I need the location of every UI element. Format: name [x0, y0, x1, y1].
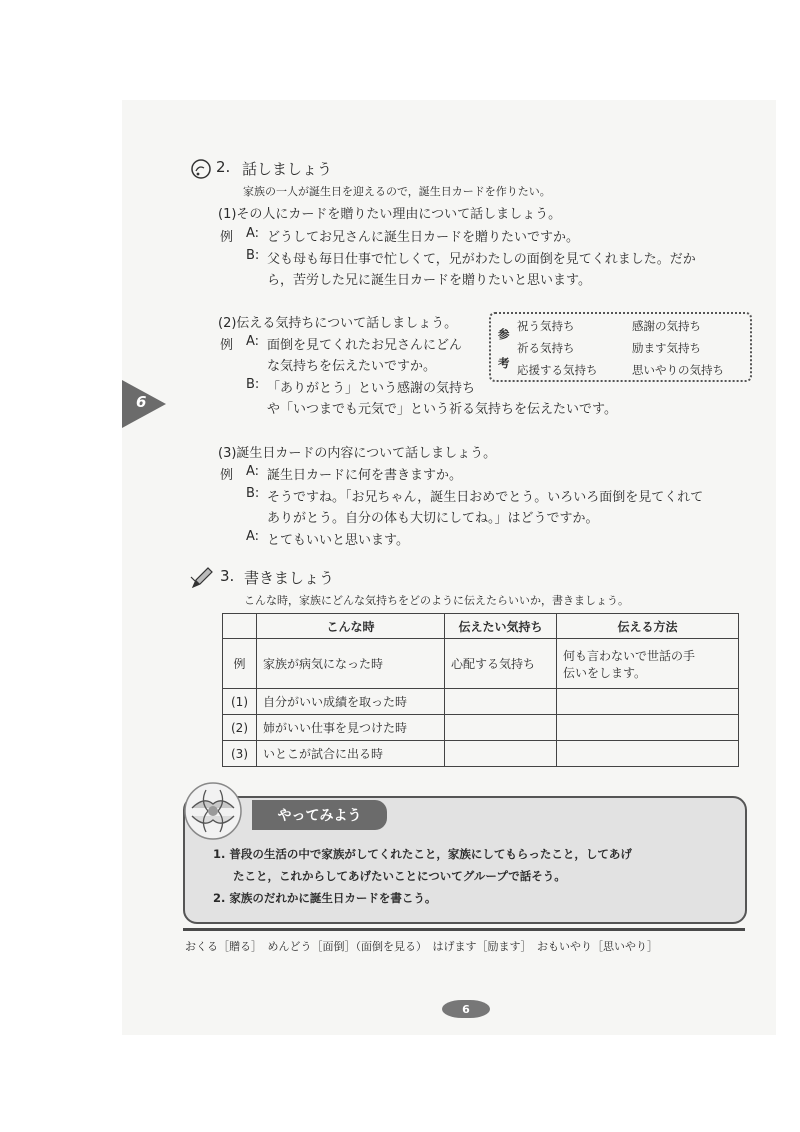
- feeling-cell[interactable]: [445, 741, 557, 767]
- table-header-cell: 伝えたい気持ち: [445, 614, 557, 639]
- section2-intro: 家族の一人が誕生日を迎えるので，誕生日カードを作りたい。: [243, 185, 551, 198]
- reference-item: 思いやりの気持ち: [632, 363, 724, 377]
- table-header-cell: 伝える方法: [557, 614, 739, 639]
- reference-label-top: 参: [498, 327, 510, 341]
- reference-item: 祝う気持ち: [517, 319, 575, 333]
- method-cell: [557, 639, 739, 689]
- speech-icon: [190, 158, 214, 180]
- feelings-table: [222, 613, 739, 767]
- situation-cell: いとこが試合に出る時: [257, 741, 445, 767]
- try-it-item2: 2. 家族のだれかに誕生日カードを書こう。: [213, 891, 437, 905]
- q1-a-tag: A:: [246, 226, 260, 241]
- divider-line: [183, 928, 745, 931]
- vocabulary-line: おくる［贈る］ めんどう［面倒］（面倒を見る） はげます［励ます］ おもいやり［思いやり］: [185, 940, 658, 953]
- feeling-cell: 心配する気持ち: [445, 639, 557, 689]
- reference-item: 感謝の気持ち: [632, 319, 701, 333]
- joined-hands-icon: [180, 778, 246, 844]
- reference-label-bottom: 考: [498, 356, 510, 370]
- q1-b-line1: 父も母も毎日仕事で忙しくて，兄がわたしの面倒を見てくれました。だか: [267, 252, 696, 267]
- method-cell[interactable]: [557, 741, 739, 767]
- q1-b-tag: B:: [246, 248, 260, 263]
- q2-b-tag: B:: [246, 377, 260, 392]
- q2-example-mark: 例: [220, 338, 234, 353]
- q1-label: (1)その人にカードを贈りたい理由について話しましょう。: [218, 207, 562, 222]
- table-row: [223, 715, 739, 741]
- q2-a-tag: A:: [246, 334, 260, 349]
- q2-a-line1: 面倒を見てくれたお兄さんにどん: [267, 338, 463, 353]
- q3-label: (3)誕生日カードの内容について話しましょう。: [218, 446, 497, 461]
- q3-b-line1: そうですね。「お兄ちゃん，誕生日おめでとう。いろいろ面倒を見てくれて: [267, 490, 704, 505]
- situation-cell: 自分がいい成績を取った時: [257, 689, 445, 715]
- q3-a2-tag: A:: [246, 529, 260, 544]
- situation-cell: 姉がいい仕事を見つけた時: [257, 715, 445, 741]
- section2-number: 2.: [216, 158, 231, 176]
- try-it-item1-line1: 1. 普段の生活の中で家族がしてくれたこと，家族にしてもらったこと，してあげ: [213, 847, 632, 861]
- feeling-cell[interactable]: [445, 715, 557, 741]
- q3-b-line2: ありがとう。自分の体も大切にしてね。」はどうですか。: [267, 511, 599, 526]
- table-header-row: [223, 614, 739, 639]
- method-cell[interactable]: [557, 715, 739, 741]
- q3-a-text: 誕生日カードに何を書きますか。: [267, 468, 463, 483]
- reference-item: 祈る気持ち: [517, 341, 575, 355]
- try-it-item1-line2: たこと，これからしてあげたいことについてグループで話そう。: [233, 869, 566, 883]
- chapter-side-number: 6: [136, 393, 147, 411]
- row-label: 例: [223, 639, 257, 689]
- q3-b-tag: B:: [246, 486, 260, 501]
- try-it-title: やってみよう: [252, 800, 387, 830]
- table-header-cell: こんな時: [257, 614, 445, 639]
- q3-example-mark: 例: [220, 468, 234, 483]
- table-row: [223, 689, 739, 715]
- pencil-icon: [189, 565, 215, 591]
- method-line: 何も言わないで世話の手: [563, 648, 696, 663]
- q2-b-line2: や「いつまでも元気で」という祈る気持ちを伝えたいです。: [267, 402, 617, 417]
- q2-label: (2)伝える気持ちについて話しましょう。: [218, 316, 458, 331]
- q3-a-tag: A:: [246, 464, 260, 479]
- section3-number: 3.: [220, 567, 235, 585]
- table-header-cell: [223, 614, 257, 639]
- q1-example-mark: 例: [220, 230, 234, 245]
- section2-title: 話しましょう: [242, 160, 333, 178]
- feeling-cell[interactable]: [445, 689, 557, 715]
- q1-b-line2: ら，苦労した兄に誕生日カードを贈りたいと思います。: [267, 273, 591, 288]
- table-row: [223, 741, 739, 767]
- section3-intro: こんな時，家族にどんな気持ちをどのように伝えたらいいか，書きましょう。: [244, 594, 629, 607]
- q3-a2-text: とてもいいと思います。: [267, 533, 409, 548]
- section3-title: 書きましょう: [244, 569, 335, 587]
- q1-a-text: どうしてお兄さんに誕生日カードを贈りたいですか。: [267, 230, 580, 245]
- situation-cell: 家族が病気になった時: [257, 639, 445, 689]
- reference-item: 応援する気持ち: [517, 363, 598, 377]
- method-line: 伝いをします。: [563, 665, 647, 680]
- row-label: (1): [223, 689, 257, 715]
- method-cell[interactable]: [557, 689, 739, 715]
- table-row: [223, 639, 739, 689]
- row-label: (2): [223, 715, 257, 741]
- reference-item: 励ます気持ち: [632, 341, 701, 355]
- q2-a-line2: な気持ちを伝えたいですか。: [267, 359, 437, 374]
- row-label: (3): [223, 741, 257, 767]
- q2-b-line1: 「ありがとう」という感謝の気持ち: [267, 381, 476, 396]
- page-number: 6: [442, 1000, 490, 1018]
